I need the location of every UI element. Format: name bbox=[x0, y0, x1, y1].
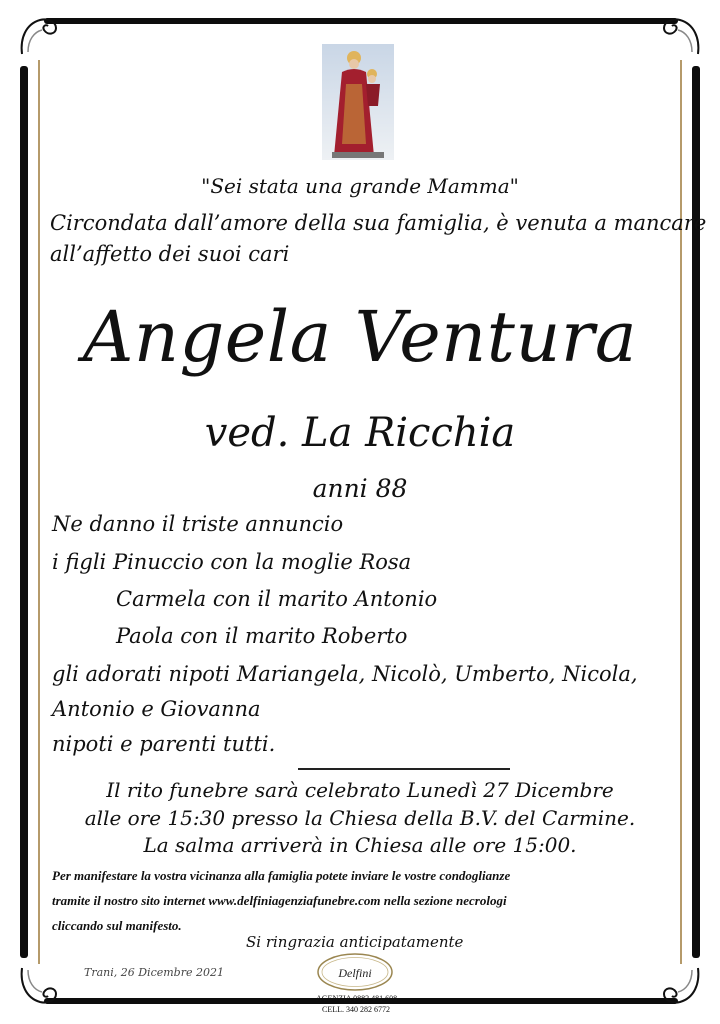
family-line-5: gli adorati nipoti Mariangela, Nicolò, Umberto, Nicola, bbox=[52, 662, 638, 686]
quote: "Sei stata una grande Mamma" bbox=[201, 174, 519, 198]
agency-logo-text: Delfini bbox=[338, 966, 372, 980]
thanks: Si ringrazia anticipatamente bbox=[246, 933, 464, 951]
intro-line-2: all’affetto dei suoi cari bbox=[50, 242, 290, 266]
corner-ornament-top-left bbox=[16, 14, 60, 58]
deceased-age: anni 88 bbox=[312, 474, 408, 503]
ceremony-line-3: La salma arriverà in Chiesa alle ore 15:00. bbox=[143, 833, 577, 857]
family-line-4: Paola con il marito Roberto bbox=[116, 624, 408, 648]
deceased-married-name: ved. La Ricchia bbox=[204, 410, 516, 456]
ceremony-line-1: Il rito funebre sarà celebrato Lunedì 27 Dicembre bbox=[106, 778, 614, 802]
notice-line-3: cliccando sul manifesto. bbox=[52, 918, 182, 933]
notice-line-2: tramite il nostro sito internet www.delfiniagenziafunebre.com nella sezione necrologi bbox=[52, 893, 507, 908]
madonna-image bbox=[322, 44, 394, 160]
notice-line-1: Per manifestare la vostra vicinanza alla famiglia potete inviare le vostre condoglianze bbox=[52, 868, 511, 883]
place-date: Trani, 26 Dicembre 2021 bbox=[84, 966, 224, 979]
family-line-3: Carmela con il marito Antonio bbox=[116, 587, 438, 611]
family-line-2: i figli Pinuccio con la moglie Rosa bbox=[52, 550, 412, 574]
family-line-6: Antonio e Giovanna bbox=[52, 697, 261, 721]
corner-ornament-bottom-right bbox=[660, 964, 704, 1008]
divider-line bbox=[298, 768, 510, 770]
corner-ornament-top-right bbox=[660, 14, 704, 58]
agency-phone-2: CELL. 340 282 6772 bbox=[322, 1005, 390, 1014]
ceremony-line-2: alle ore 15:30 presso la Chiesa della B.V. del Carmine. bbox=[84, 806, 636, 830]
deceased-name: Angela Ventura bbox=[82, 296, 638, 378]
intro-line-1: Circondata dall’amore della sua famiglia, è venuta a mancare bbox=[50, 211, 707, 235]
agency-phone-1: AGENZIA 0883 481 608 bbox=[316, 994, 398, 1003]
family-line-1: Ne danno il triste annuncio bbox=[52, 512, 344, 536]
agency-logo bbox=[316, 952, 394, 992]
family-line-7: nipoti e parenti tutti. bbox=[52, 732, 276, 756]
frame-top bbox=[44, 18, 678, 24]
corner-ornament-bottom-left bbox=[16, 964, 60, 1008]
